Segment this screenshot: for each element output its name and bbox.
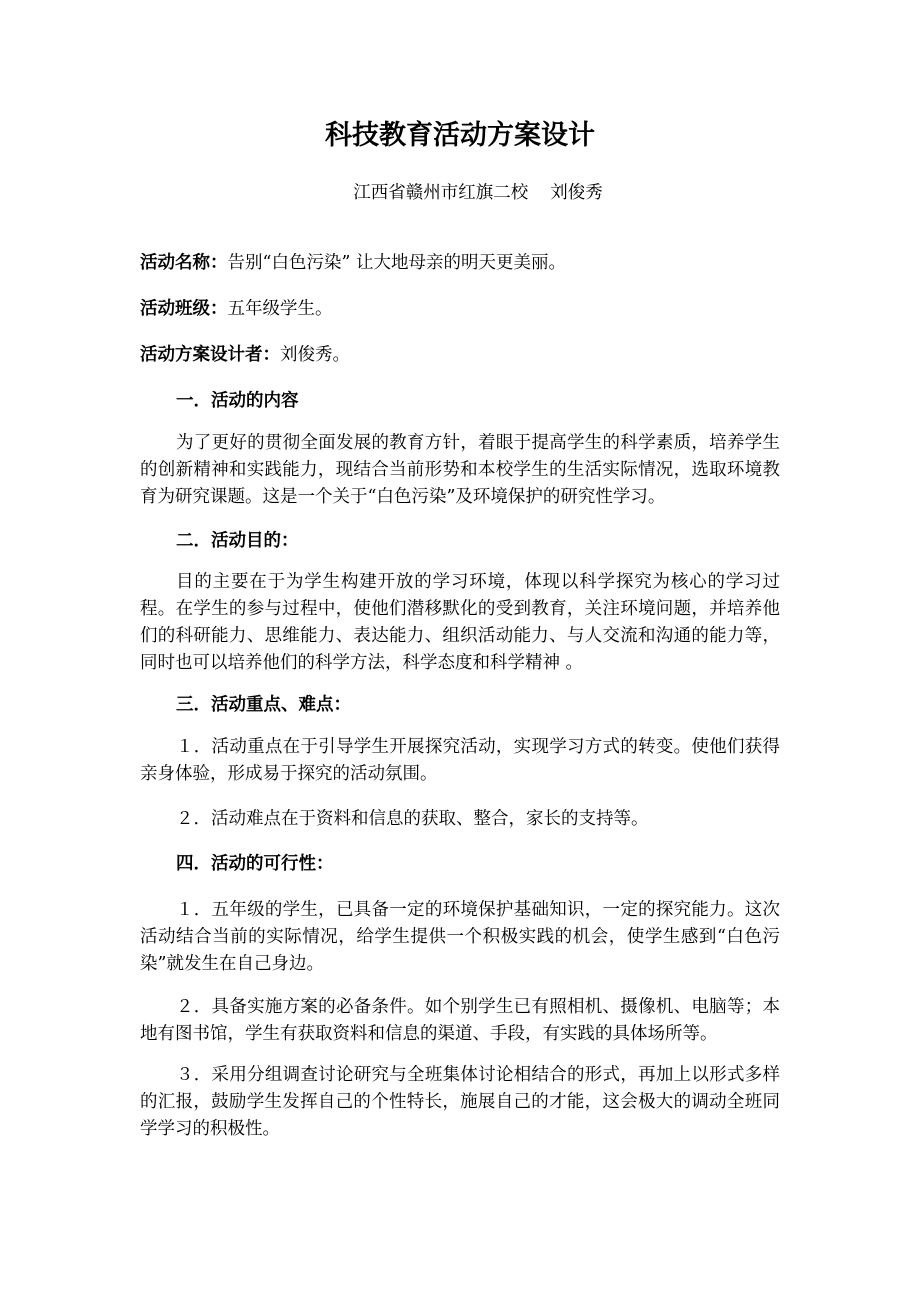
- section-paragraph: １．五年级的学生，已具备一定的环境保护基础知识，一定的探究能力。这次活动结合当前的实际情况，给学生提供一个积极实践的机会，使学生感到“白色污染”就发生在自己身边。: [140, 900, 780, 974]
- author-school: 江西省赣州市红旗二校: [353, 183, 529, 203]
- field-label: 活动名称：: [140, 253, 228, 273]
- section-heading-feasibility: 四．活动的可行性：: [176, 854, 334, 874]
- field-label: 活动方案设计者：: [140, 345, 280, 365]
- field-label: 活动班级：: [140, 299, 228, 319]
- author-line: [0, 178, 920, 208]
- author-name: 刘俊秀: [550, 183, 603, 203]
- section-paragraph: 目的主要在于为学生构建开放的学习环境，体现以科学探究为核心的学习过程。在学生的参与过程中，使他们潜移默化的受到教育，关注环境问题，并培养他们的科研能力、思维能力、表达能力、组织活动能力、与人交流和沟通的能力等，同时也可以培养他们的科学方法，科学态度和科学精神 。: [140, 572, 780, 673]
- field-activity-designer: [140, 340, 820, 370]
- section-paragraph: ２．活动难点在于资料和信息的获取、整合，家长的支持等。: [176, 809, 649, 829]
- field-value: 告别“白色污染” 让大地母亲的明天更美丽。: [227, 253, 566, 273]
- field-value: 刘俊秀。: [280, 345, 350, 365]
- section-heading-content: 一．活动的内容: [176, 391, 299, 411]
- document-title: 科技教育活动方案设计: [325, 120, 595, 151]
- section-paragraph: ３．采用分组调查讨论研究与全班集体讨论相结合的形式，再加上以形式多样的汇报，鼓励学生发挥自己的个性特长，施展自己的才能，这会极大的调动全班同学学习的积极性。: [140, 1065, 780, 1139]
- section-paragraph: ２．具备实施方案的必备条件。如个别学生已有照相机、摄像机、电脑等；本地有图书馆，学生有获取资料和信息的渠道、手段，有实践的具体场所等。: [140, 997, 780, 1044]
- section-heading-purpose: 二．活动目的：: [176, 531, 299, 551]
- field-activity-name: [140, 248, 820, 278]
- section-heading-focus: 三．活动重点、难点：: [176, 695, 351, 715]
- section-paragraph: １．活动重点在于引导学生开展探究活动，实现学习方式的转变。使他们获得亲身体验，形成易于探究的活动氛围。: [140, 737, 780, 784]
- section-paragraph: 为了更好的贯彻全面发展的教育方针，着眼于提高学生的科学素质，培养学生的创新精神和实践能力，现结合当前形势和本校学生的生活实际情况，选取环境教育为研究课题。这是一个关于“白色污染”及环境保护的研究性学习。: [140, 433, 780, 507]
- field-activity-class: [140, 294, 820, 324]
- field-value: 五年级学生。: [227, 299, 333, 319]
